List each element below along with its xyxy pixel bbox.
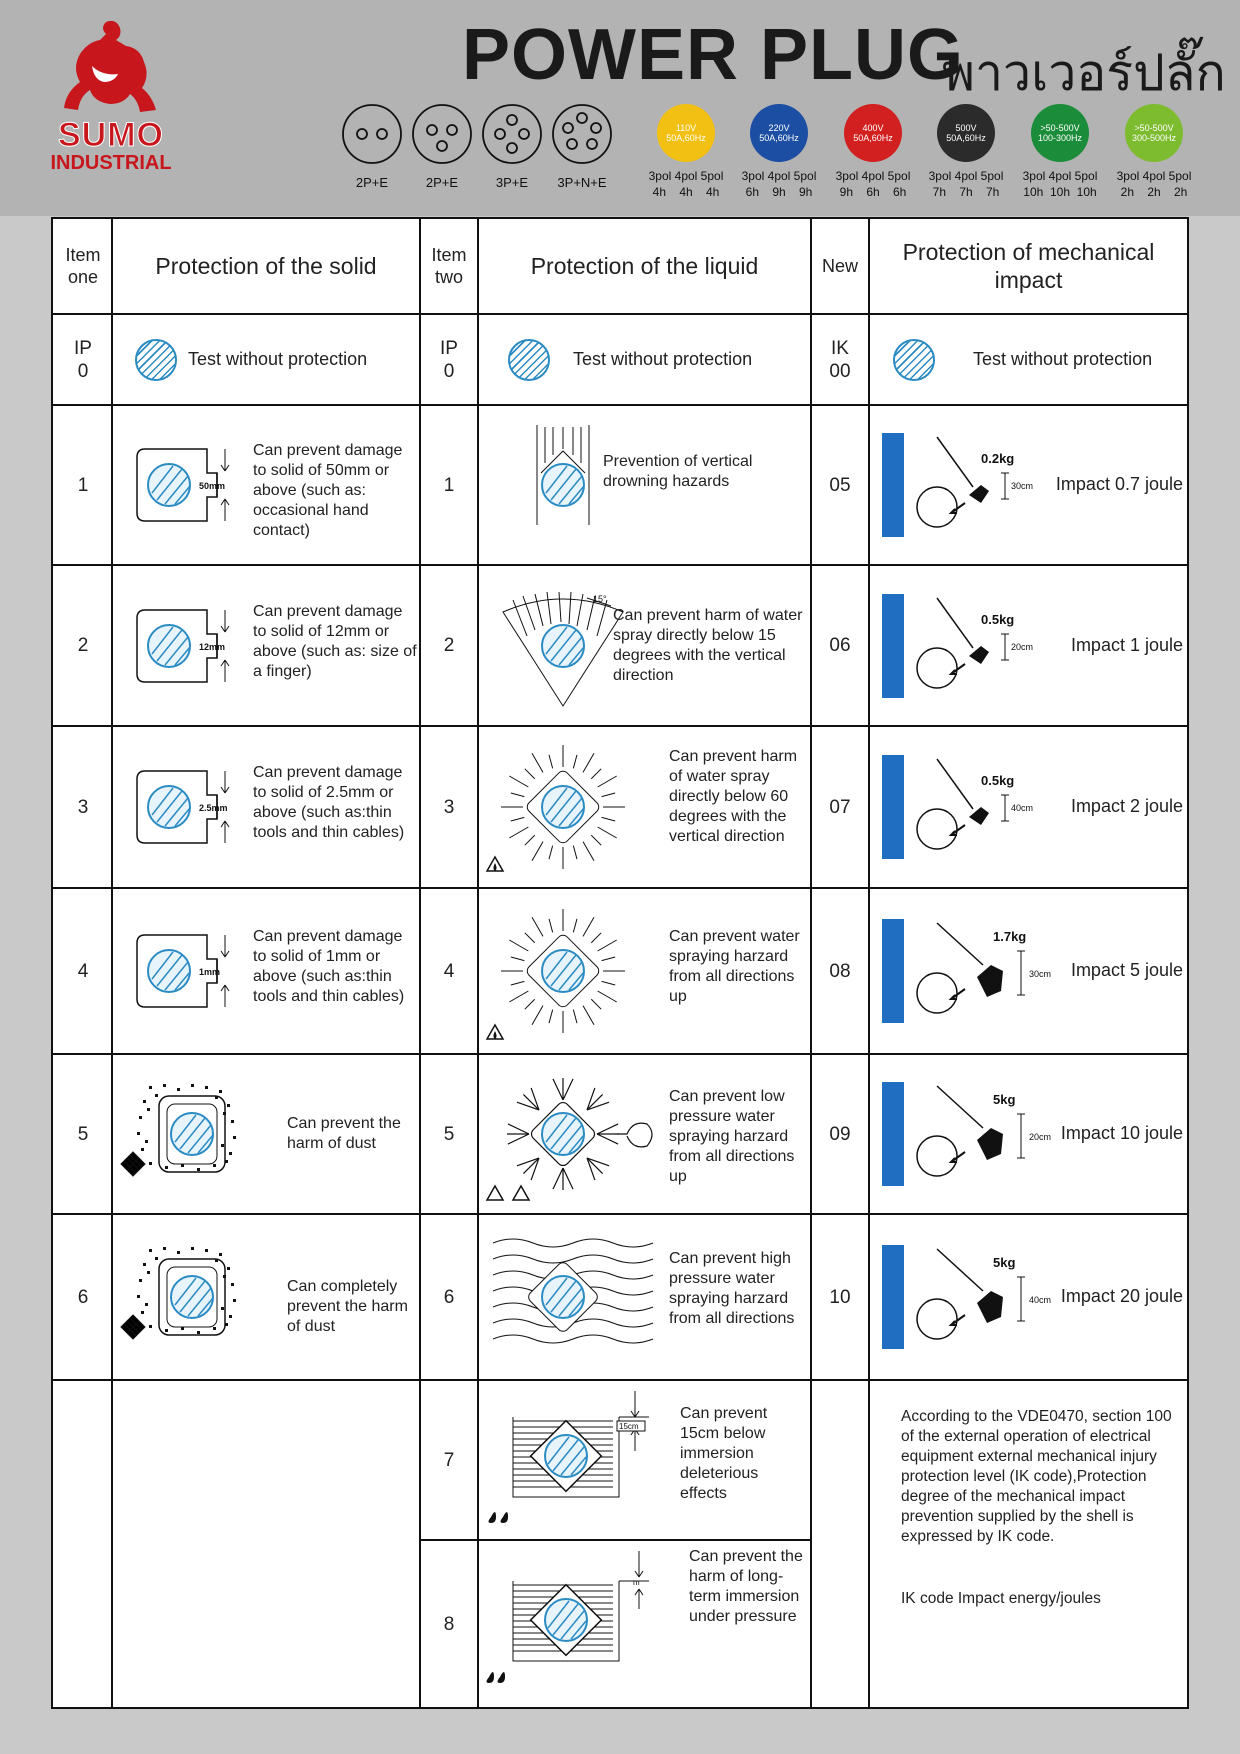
liquid-protection-text: Can prevent harm of water spray directly below 15 degrees with the vertical direction [613,607,803,684]
voltage-pol-hours: 3pol 4pol 5pol 9h 6h 6h [835,169,911,199]
impact-height: 40cm [1029,1295,1052,1305]
ip-liquid-7: 7 [443,1449,455,1471]
liquid-protection-text: Can prevent harm of water spray directly below 60 degrees with the vertical direction [669,748,798,845]
plug-2p-e-a-icon [340,102,404,190]
plug-label: 2P+E [355,175,389,190]
impact-energy-text: Impact 5 joule [1070,960,1183,980]
ip-liquid-level: 6 [443,1286,455,1308]
svg-text:1mm: 1mm [199,967,221,977]
test-circle-icon [135,339,177,381]
impact-weight: 0.5kg [981,773,1015,788]
impact-hammer-diagram [893,1078,1053,1190]
header-new: New [821,256,858,276]
impact-hammer-diagram [893,915,1053,1027]
ip-solid-zero: IP 0 [74,337,92,382]
impact-weight: 1.7kg [993,929,1027,944]
liquid-protection-text: Can prevent high pressure water spraying harzard from all directions [669,1250,795,1327]
immersion-8-dim: m [633,1578,640,1587]
brand-name: SUMO [58,116,164,154]
liquid-protection-diagram [483,737,653,897]
solid-protection-text: Can completely prevent the harm of dust [287,1278,408,1335]
ip-solid-level: 4 [77,960,89,982]
header-mechanical: Protection of mechanical impact [902,239,1155,293]
brand-subtitle: INDUSTRIAL [50,152,172,174]
page-title: POWER PLUG [462,15,965,95]
liquid-protection-text: Can prevent low pressure water spraying harzard from all directions up [669,1088,795,1185]
liquid-protection-diagram [483,1227,653,1391]
ip-liquid-zero: IP 0 [440,337,458,382]
impact-height: 20cm [1011,641,1034,652]
voltage-pol-hours: 3pol 4pol 5pol 7h 7h 7h [928,169,1004,199]
voltage-pol-hours: 3pol 4pol 5pol 6h 9h 9h [741,169,817,199]
voltage-color-dot: >50-500V 300-500Hz [1125,104,1183,162]
ip-liquid-level: 5 [443,1123,455,1145]
ip-ik-protection-table [51,217,1189,1709]
voltage-pol-hours: 3pol 4pol 5pol 10h 10h 10h [1022,169,1098,199]
svg-text:2.5mm: 2.5mm [199,803,228,813]
impact-height: 30cm [1011,481,1034,491]
header-item-two: Item two [431,245,467,287]
brand-logo [36,118,186,174]
ik-level: 08 [829,960,851,982]
svg-text:15°: 15° [593,593,607,604]
liquid-protection-diagram [483,901,653,1065]
ip-liquid-level: 4 [443,960,455,982]
voltage-color-dot: 500V 50A,60Hz [937,104,995,162]
header-band [0,0,1240,216]
solid-probe-diagram [127,435,237,535]
impact-height: 40cm [1011,803,1034,813]
impact-weight: 0.5kg [981,611,1015,627]
ip-solid-level: 6 [77,1286,89,1308]
ip-liquid-level: 3 [443,796,455,818]
impact-weight: 0.2kg [981,451,1015,466]
sumo-wrestler-logo-icon [58,18,168,123]
liquid-protection-diagram [483,415,653,573]
voltage-color-dot: 400V 50A,60Hz [844,104,902,162]
solid-probe-diagram [127,596,237,696]
header-solid: Protection of the solid [155,253,377,279]
impact-height: 20cm [1029,1132,1052,1142]
liquid-protection-text: Can prevent water spraying harzard from all directions up [669,928,800,1005]
voltage-color-dot: 110V 50A,60Hz [657,104,715,162]
immersion-long-term-diagram [483,1549,663,1699]
impact-hammer-diagram [893,751,1053,863]
voltage-item [1014,104,1106,200]
solid-probe-diagram [127,757,237,857]
liquid-zero-text: Test without protection [573,349,753,369]
impact-height: 30cm [1029,969,1052,979]
impact-hammer-diagram [893,429,1053,541]
ik-zero: IK 00 [829,337,851,382]
impact-energy-text: Impact 0.7 joule [1055,474,1183,494]
dust-protection-diagram [119,1078,269,1190]
dust-protection-diagram [119,1241,269,1353]
impact-energy-text: Impact 1 joule [1070,634,1183,655]
header-item-one: Item one [65,245,101,287]
solid-protection-text: Can prevent damage to solid of 1mm or above (such as:thin tools and thin cables) [253,928,405,1005]
mech-zero-text: Test without protection [973,349,1153,369]
voltage-item [733,104,825,200]
plug-label: 3P+N+E [557,175,607,190]
solid-probe-diagram [127,921,237,1021]
plug-label: 3P+E [495,175,529,190]
test-circle-icon [893,339,935,381]
solid-zero-text: Test without protection [188,349,368,369]
ik-level: 09 [829,1123,851,1145]
page-title-thai: พาวเวอร์ปลั๊ก [942,45,1226,101]
plug-label: 2P+E [425,175,459,190]
ik-level: 05 [829,474,851,496]
voltage-item [827,104,919,200]
impact-weight: 5kg [993,1092,1016,1107]
plug-3p-e-icon [480,102,544,190]
voltage-item [920,104,1012,200]
voltage-pol-hours: 3pol 4pol 5pol 4h 4h 4h [648,169,724,199]
ip-solid-level: 3 [77,796,89,818]
header-liquid: Protection of the liquid [530,253,759,279]
impact-energy-text: Impact 10 joule [1060,1123,1183,1143]
immersion-7-text: Can prevent 15cm below immersion deleterious effects [680,1405,768,1502]
ip-solid-level: 2 [77,635,89,656]
impact-weight: 5kg [993,1255,1016,1270]
ik-code-note-2: IK code Impact energy/joules [901,1590,1101,1607]
ik-code-note: According to the VDE0470, section 100 of the external operation of electrical equipment external mechanical injury protection level (IK code),Protection degree of the mechanical impact prevention supplied by the shell is expressed by IK code. [901,1408,1172,1545]
voltage-pol-hours: 3pol 4pol 5pol 2h 2h 2h [1116,169,1192,199]
ik-level: 10 [829,1286,851,1308]
svg-text:50mm: 50mm [199,481,226,491]
solid-protection-text: Can prevent the harm of dust [287,1115,401,1152]
voltage-item [640,104,732,200]
solid-protection-text: Can prevent damage to solid of 12mm or above (such as: size of a finger) [253,602,417,680]
impact-energy-text: Impact 20 joule [1060,1286,1183,1306]
plug-3p-n-e-icon [550,102,614,190]
ip-liquid-level: 2 [443,635,455,656]
impact-hammer-diagram [893,590,1053,702]
ip-solid-level: 5 [77,1123,89,1145]
ip-solid-level: 1 [77,474,89,496]
impact-hammer-diagram [893,1241,1053,1353]
svg-text:12mm: 12mm [199,641,226,652]
immersion-7-dim: 15cm [619,1422,639,1431]
test-circle-icon [508,339,550,381]
ik-level: 07 [829,796,851,818]
voltage-color-dot: 220V 50A,60Hz [750,104,808,162]
voltage-item [1108,104,1200,200]
voltage-color-dot: >50-500V 100-300Hz [1031,104,1089,162]
ip-liquid-8: 8 [443,1613,455,1635]
plug-2p-e-b-icon [410,102,474,190]
ip-liquid-level: 1 [443,474,455,496]
immersion-15cm-diagram [483,1387,653,1537]
solid-protection-text: Can prevent damage to solid of 50mm or above (such as: occasional hand contact) [253,442,403,539]
liquid-protection-diagram [483,1064,653,1222]
impact-energy-text: Impact 2 joule [1070,796,1183,816]
solid-protection-text: Can prevent damage to solid of 2.5mm or above (such as:thin tools and thin cables) [253,764,405,841]
liquid-protection-text: Prevention of vertical drowning hazards [603,453,753,490]
ik-level: 06 [829,635,851,656]
immersion-8-text: Can prevent the harm of long-term immersion under pressure [689,1548,803,1625]
